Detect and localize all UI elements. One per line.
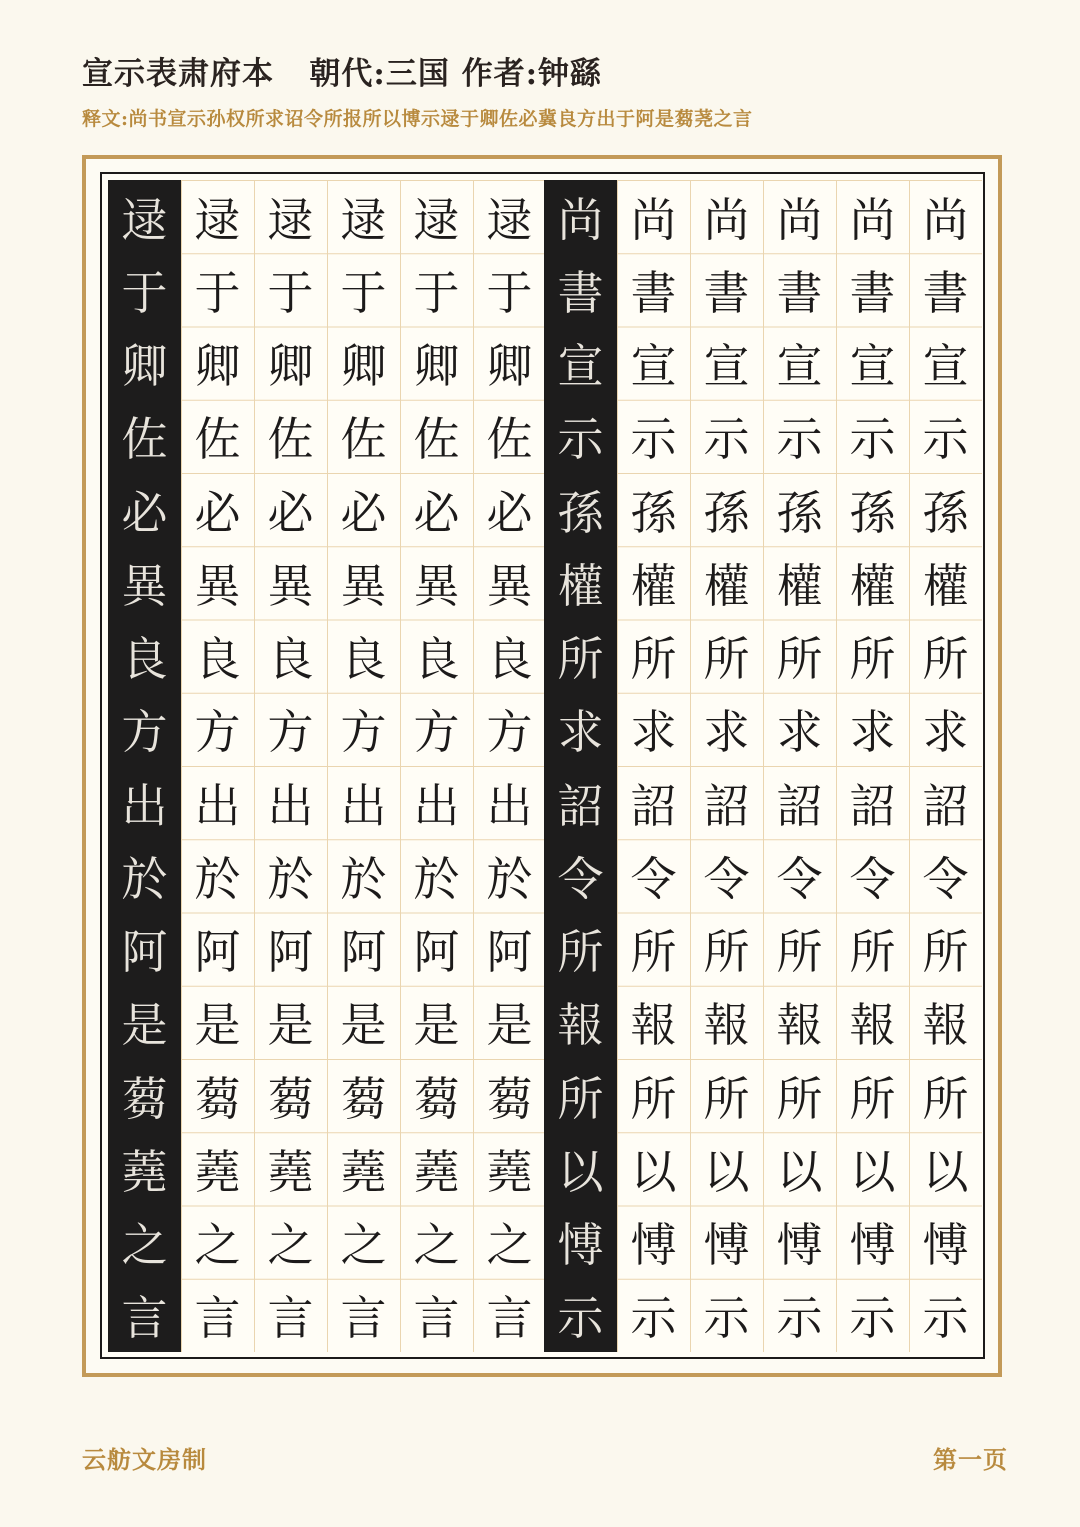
character-cell: 阿: [194, 925, 241, 980]
character-cell: 蕘: [486, 1144, 533, 1199]
character-cell: 逯: [413, 192, 460, 247]
character-cell: 示: [703, 1291, 750, 1346]
character-cell: 言: [194, 1291, 241, 1346]
publisher-label: 云舫文房制: [82, 1445, 207, 1474]
character-cell: 求: [630, 705, 677, 760]
character-cell: 于: [413, 265, 460, 320]
character-cell: 孫: [557, 485, 604, 540]
character-cell: 求: [776, 705, 823, 760]
character-cell: 詔: [776, 778, 823, 833]
character-cell: 愽: [703, 1218, 750, 1273]
character-cell: 是: [267, 998, 314, 1053]
practice-column: [181, 180, 254, 1352]
character-cell: 求: [849, 705, 896, 760]
character-cell: 蕘: [340, 1144, 387, 1199]
character-cell: 方: [194, 705, 241, 760]
character-cell: 以: [557, 1144, 604, 1199]
character-cell: 異: [267, 558, 314, 613]
character-cell: 于: [194, 265, 241, 320]
character-cell: 所: [703, 1071, 750, 1126]
character-cell: 以: [922, 1144, 969, 1199]
character-cell: 言: [413, 1291, 460, 1346]
character-cell: 蕘: [413, 1144, 460, 1199]
character-cell: 佐: [486, 412, 533, 467]
character-cell: 示: [776, 412, 823, 467]
character-cell: 卿: [340, 339, 387, 394]
character-cell: 愽: [630, 1218, 677, 1273]
character-cell: 詔: [703, 778, 750, 833]
character-cell: 詔: [557, 778, 604, 833]
character-cell: 示: [703, 412, 750, 467]
character-cell: 方: [486, 705, 533, 760]
character-cell: 於: [340, 851, 387, 906]
character-cell: 尚: [776, 192, 823, 247]
character-cell: 尚: [849, 192, 896, 247]
character-cell: 出: [267, 778, 314, 833]
character-cell: 愽: [849, 1218, 896, 1273]
character-cell: 求: [922, 705, 969, 760]
character-cell: 所: [849, 632, 896, 687]
character-cell: 報: [557, 998, 604, 1053]
character-cell: 卿: [194, 339, 241, 394]
page-number: 第一页: [933, 1445, 1008, 1474]
character-cell: 示: [849, 412, 896, 467]
character-cell: 必: [340, 485, 387, 540]
character-cell: 出: [121, 778, 168, 833]
character-cell: 于: [486, 265, 533, 320]
character-cell: 權: [557, 558, 604, 613]
character-cell: 蕘: [121, 1144, 168, 1199]
character-cell: 報: [922, 998, 969, 1053]
character-cell: 蒭: [413, 1071, 460, 1126]
character-cell: 是: [486, 998, 533, 1053]
transcription-line: 释文:尚书宣示孙权所求诏令所报所以博示逯于卿佐必冀良方出于阿是蒭荛之言: [82, 108, 753, 130]
character-cell: 示: [849, 1291, 896, 1346]
character-cell: 必: [121, 485, 168, 540]
character-cell: 權: [922, 558, 969, 613]
practice-column: [400, 180, 473, 1352]
character-cell: 宣: [922, 339, 969, 394]
character-cell: 佐: [267, 412, 314, 467]
character-cell: 阿: [267, 925, 314, 980]
practice-column: [254, 180, 327, 1352]
character-cell: 示: [922, 1291, 969, 1346]
character-cell: 權: [703, 558, 750, 613]
character-cell: 示: [922, 412, 969, 467]
practice-column: [836, 180, 909, 1352]
character-cell: 出: [486, 778, 533, 833]
character-cell: 出: [413, 778, 460, 833]
character-cell: 愽: [922, 1218, 969, 1273]
character-cell: 於: [413, 851, 460, 906]
character-cell: 所: [557, 925, 604, 980]
character-cell: 言: [267, 1291, 314, 1346]
character-cell: 孫: [922, 485, 969, 540]
character-cell: 卿: [413, 339, 460, 394]
character-cell: 尚: [922, 192, 969, 247]
character-cell: 所: [922, 632, 969, 687]
character-cell: 逯: [267, 192, 314, 247]
character-cell: 逯: [121, 192, 168, 247]
practice-column: [327, 180, 400, 1352]
character-cell: 逯: [340, 192, 387, 247]
character-cell: 書: [776, 265, 823, 320]
character-cell: 于: [267, 265, 314, 320]
practice-column: [473, 180, 546, 1352]
character-cell: 出: [194, 778, 241, 833]
character-cell: 書: [703, 265, 750, 320]
character-cell: 尚: [630, 192, 677, 247]
character-cell: 所: [703, 925, 750, 980]
character-cell: 孫: [630, 485, 677, 540]
character-cell: 所: [630, 1071, 677, 1126]
character-cell: 權: [630, 558, 677, 613]
character-cell: 蒭: [267, 1071, 314, 1126]
character-cell: 所: [849, 925, 896, 980]
character-cell: 以: [630, 1144, 677, 1199]
character-cell: 於: [121, 851, 168, 906]
character-cell: 報: [849, 998, 896, 1053]
character-cell: 言: [340, 1291, 387, 1346]
character-cell: 蒭: [194, 1071, 241, 1126]
character-cell: 佐: [413, 412, 460, 467]
character-cell: 書: [922, 265, 969, 320]
character-cell: 之: [413, 1218, 460, 1273]
character-cell: 權: [776, 558, 823, 613]
character-cell: 于: [340, 265, 387, 320]
character-cell: 所: [922, 925, 969, 980]
character-cell: 之: [340, 1218, 387, 1273]
character-cell: 所: [557, 632, 604, 687]
character-cell: 令: [776, 851, 823, 906]
character-cell: 令: [557, 851, 604, 906]
character-cell: 詔: [849, 778, 896, 833]
character-cell: 蕘: [267, 1144, 314, 1199]
character-cell: 示: [630, 412, 677, 467]
character-cell: 以: [703, 1144, 750, 1199]
character-cell: 所: [849, 1071, 896, 1126]
character-cell: 書: [630, 265, 677, 320]
character-cell: 示: [557, 412, 604, 467]
character-cell: 異: [121, 558, 168, 613]
character-cell: 所: [922, 1071, 969, 1126]
character-cell: 阿: [413, 925, 460, 980]
character-cell: 蕘: [194, 1144, 241, 1199]
character-cell: 異: [486, 558, 533, 613]
character-cell: 所: [557, 1071, 604, 1126]
character-cell: 良: [121, 632, 168, 687]
character-cell: 孫: [776, 485, 823, 540]
character-cell: 佐: [194, 412, 241, 467]
character-cell: 報: [630, 998, 677, 1053]
practice-column: [617, 180, 690, 1352]
character-cell: 報: [776, 998, 823, 1053]
character-cell: 於: [194, 851, 241, 906]
character-cell: 詔: [630, 778, 677, 833]
character-cell: 於: [486, 851, 533, 906]
character-cell: 尚: [557, 192, 604, 247]
copybook-grid: [108, 180, 979, 1352]
character-cell: 於: [267, 851, 314, 906]
character-cell: 愽: [557, 1218, 604, 1273]
character-cell: 宣: [776, 339, 823, 394]
practice-column: [763, 180, 836, 1352]
character-cell: 是: [413, 998, 460, 1053]
character-cell: 所: [776, 1071, 823, 1126]
character-cell: 孫: [703, 485, 750, 540]
character-cell: 所: [630, 925, 677, 980]
character-cell: 以: [776, 1144, 823, 1199]
character-cell: 卿: [486, 339, 533, 394]
character-cell: 言: [486, 1291, 533, 1346]
character-cell: 所: [630, 632, 677, 687]
character-cell: 阿: [340, 925, 387, 980]
practice-column: [690, 180, 763, 1352]
character-cell: 令: [849, 851, 896, 906]
character-cell: 報: [703, 998, 750, 1053]
character-cell: 之: [267, 1218, 314, 1273]
character-cell: 尚: [703, 192, 750, 247]
character-cell: 宣: [849, 339, 896, 394]
character-cell: 蒭: [340, 1071, 387, 1126]
character-cell: 言: [121, 1291, 168, 1346]
character-cell: 是: [340, 998, 387, 1053]
character-cell: 出: [340, 778, 387, 833]
character-cell: 逯: [486, 192, 533, 247]
character-cell: 良: [413, 632, 460, 687]
character-cell: 書: [557, 265, 604, 320]
character-cell: 良: [486, 632, 533, 687]
character-cell: 示: [557, 1291, 604, 1346]
character-cell: 是: [121, 998, 168, 1053]
character-cell: 孫: [849, 485, 896, 540]
character-cell: 詔: [922, 778, 969, 833]
character-cell: 之: [194, 1218, 241, 1273]
character-cell: 必: [486, 485, 533, 540]
character-cell: 愽: [776, 1218, 823, 1273]
character-cell: 蒭: [486, 1071, 533, 1126]
character-cell: 以: [849, 1144, 896, 1199]
character-cell: 阿: [486, 925, 533, 980]
character-cell: 卿: [267, 339, 314, 394]
character-cell: 是: [194, 998, 241, 1053]
character-cell: 所: [703, 632, 750, 687]
character-cell: 宣: [557, 339, 604, 394]
character-cell: 良: [267, 632, 314, 687]
character-cell: 方: [413, 705, 460, 760]
character-cell: 蒭: [121, 1071, 168, 1126]
character-cell: 方: [121, 705, 168, 760]
character-cell: 所: [776, 632, 823, 687]
character-cell: 異: [340, 558, 387, 613]
character-cell: 于: [121, 265, 168, 320]
rubbing-column: [544, 180, 617, 1352]
page-title: 宣示表肃府本 朝代:三国 作者:钟繇: [82, 56, 603, 92]
character-cell: 宣: [703, 339, 750, 394]
rubbing-column: [108, 180, 181, 1352]
character-cell: 逯: [194, 192, 241, 247]
character-cell: 方: [267, 705, 314, 760]
practice-column: [909, 180, 982, 1352]
character-cell: 之: [121, 1218, 168, 1273]
character-cell: 求: [557, 705, 604, 760]
character-cell: 所: [776, 925, 823, 980]
character-cell: 令: [630, 851, 677, 906]
character-cell: 權: [849, 558, 896, 613]
character-cell: 佐: [340, 412, 387, 467]
character-cell: 異: [194, 558, 241, 613]
character-cell: 令: [703, 851, 750, 906]
character-cell: 之: [486, 1218, 533, 1273]
character-cell: 書: [849, 265, 896, 320]
character-cell: 必: [413, 485, 460, 540]
character-cell: 必: [194, 485, 241, 540]
character-cell: 良: [194, 632, 241, 687]
character-cell: 示: [630, 1291, 677, 1346]
character-cell: 佐: [121, 412, 168, 467]
character-cell: 異: [413, 558, 460, 613]
character-cell: 宣: [630, 339, 677, 394]
character-cell: 方: [340, 705, 387, 760]
character-cell: 求: [703, 705, 750, 760]
character-cell: 良: [340, 632, 387, 687]
character-cell: 必: [267, 485, 314, 540]
character-cell: 示: [776, 1291, 823, 1346]
character-cell: 阿: [121, 925, 168, 980]
character-cell: 令: [922, 851, 969, 906]
character-cell: 卿: [121, 339, 168, 394]
